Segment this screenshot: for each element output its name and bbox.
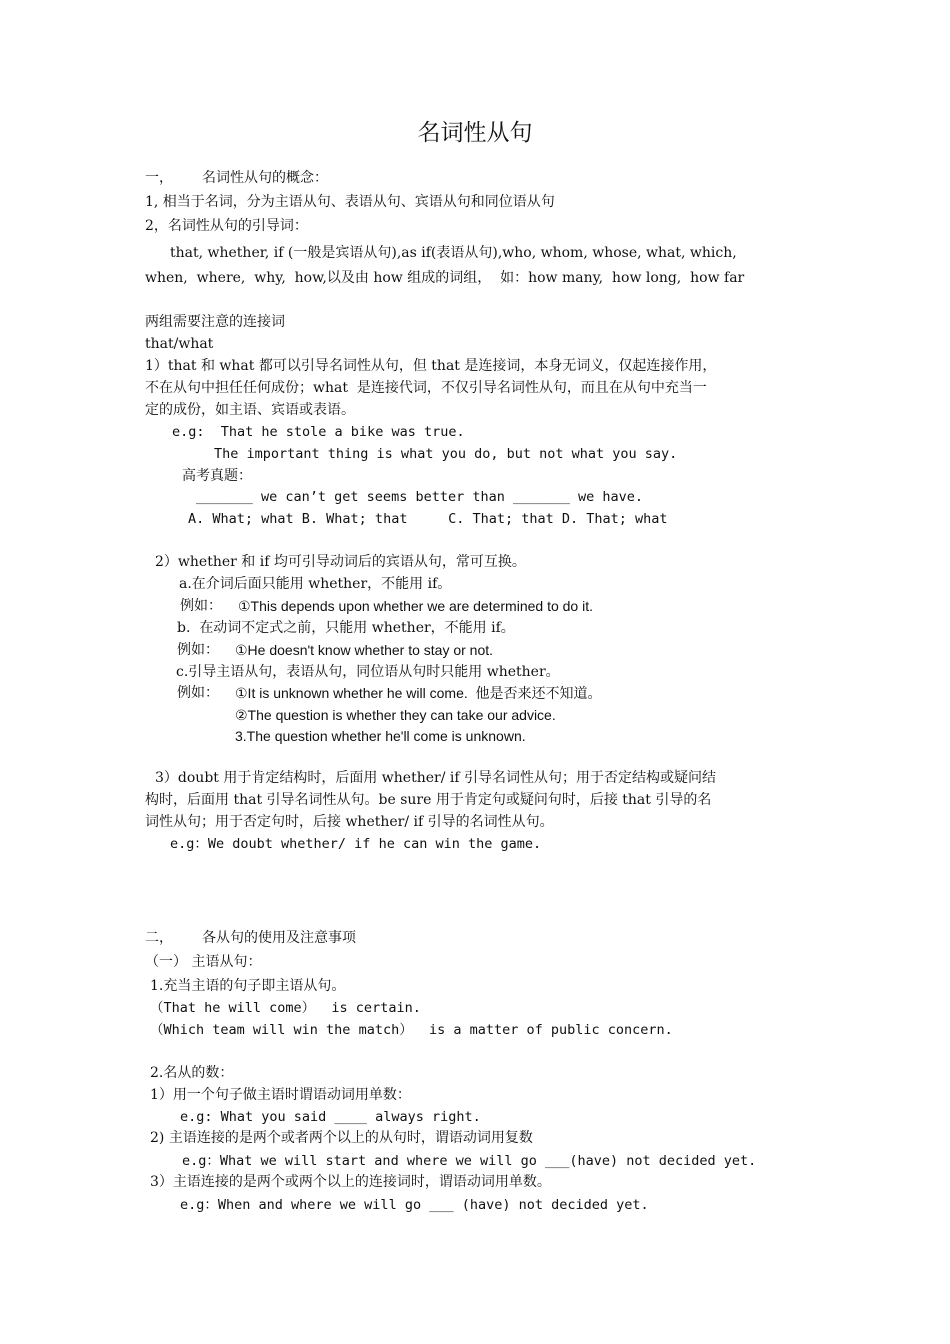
subject-number-heading: 2.名从的数： xyxy=(150,1065,234,1081)
section-2-heading: 各从句的使用及注意事项 xyxy=(202,930,356,946)
whether-rule-a: a.在介词后面只能用 whether，不能用 if。 xyxy=(179,576,452,592)
number-rule-3: 3）主语连接的是两个或两个以上的连接词时，谓语动词用单数。 xyxy=(150,1174,551,1190)
document-title: 名词性从句 xyxy=(417,120,533,146)
s1-point-2: 2，名词性从句的引导词： xyxy=(145,218,308,234)
pairs-point-1-line-2: 不在从句中担任任何成份；what 是连接代词，不仅引导名词性从句，而且在从句中充当一 xyxy=(145,380,707,396)
pairs-heading: 两组需要注意的连接词 xyxy=(145,314,285,330)
pairs-example-1: e.g: That he stole a bike was true. xyxy=(172,424,465,440)
whether-rule-a-eg-label: 例如： xyxy=(180,598,222,614)
section-2-number: 二， xyxy=(145,930,173,946)
s1-connectors-line-2: when, where, why, how,以及由 how 组成的词组， 如：how many, how long, how far xyxy=(145,270,745,286)
whether-rule-a-example: ①This depends upon whether we are determined to do it. xyxy=(238,598,593,614)
number-rule-1: 1）用一个句子做主语时谓语动词用单数： xyxy=(150,1087,411,1103)
section-1-number: 一， xyxy=(145,170,173,186)
whether-rule-c-example-1: ①It is unknown whether he will come. 他是否来还不知道。 xyxy=(235,685,602,701)
subject-clause-heading: （一） 主语从句： xyxy=(145,954,262,970)
number-rule-2-example: e.g：What we will start and where we will go ___(have) not decided yet. xyxy=(182,1153,757,1169)
pairs-point-1-line-3: 定的成份，如主语、宾语或表语。 xyxy=(145,402,355,418)
whether-rule-b-eg-label: 例如： xyxy=(177,642,219,658)
number-rule-2: 2) 主语连接的是两个或者两个以上的从句时，谓语动词用复数 xyxy=(150,1130,533,1146)
subject-clause-point-1: 1.充当主语的句子即主语从句。 xyxy=(150,978,346,994)
s1-connectors-line-1: that, whether, if (一般是宾语从句),as if(表语从句),who, whom, whose, what, which, xyxy=(170,245,737,261)
whether-point-2: 2）whether 和 if 均可引导动词后的宾语从句，常可互换。 xyxy=(155,554,526,570)
subject-clause-example-2: （Which team will win the match） is a matter of public concern. xyxy=(150,1022,673,1038)
doubt-line-2: 构时，后面用 that 引导名词性从句。be sure 用于肯定句或疑问句时，后接 that 引导的名 xyxy=(145,792,712,808)
whether-rule-c-example-3: 3.The question whether he'll come is unknown. xyxy=(235,728,526,744)
gaokao-question: _______ we can’t get seems better than _______ we have. xyxy=(196,489,644,505)
pairs-example-2: The important thing is what you do, but not what you say. xyxy=(214,446,678,462)
number-rule-3-example: e.g：When and where we will go ___ (have) not decided yet. xyxy=(180,1197,649,1213)
gaokao-options: A. What; what B. What; that C. That; that D. That; what xyxy=(188,511,668,527)
gaokao-label: 高考真题： xyxy=(182,468,252,484)
pairs-label: that/what xyxy=(145,336,214,352)
subject-clause-example-1: （That he will come） is certain. xyxy=(150,1000,421,1016)
whether-rule-c-example-2: ②The question is whether they can take our advice. xyxy=(235,707,556,723)
whether-rule-b: b. 在动词不定式之前，只能用 whether，不能用 if。 xyxy=(177,620,515,636)
whether-rule-c: c.引导主语从句，表语从句，同位语从句时只能用 whether。 xyxy=(176,664,560,680)
doubt-line-1: 3）doubt 用于肯定结构时，后面用 whether/ if 引导名词性从句；用于否定结构或疑问结 xyxy=(155,770,716,786)
doubt-line-3: 词性从句；用于否定句时，后接 whether/ if 引导的名词性从句。 xyxy=(145,814,554,830)
s1-point-1: 1, 相当于名词，分为主语从句、表语从句、宾语从句和同位语从句 xyxy=(145,194,555,210)
doubt-example: e.g：We doubt whether/ if he can win the game. xyxy=(170,836,542,852)
whether-rule-c-eg-label: 例如： xyxy=(177,685,219,701)
number-rule-1-example: e.g: What you said ____ always right. xyxy=(180,1109,481,1125)
whether-rule-b-example: ①He doesn't know whether to stay or not. xyxy=(235,642,494,658)
pairs-point-1-line-1: 1）that 和 what 都可以引导名词性从句，但 that 是连接词，本身无词义，仅起连接作用， xyxy=(145,358,717,374)
section-1-heading: 名词性从句的概念： xyxy=(202,170,328,186)
